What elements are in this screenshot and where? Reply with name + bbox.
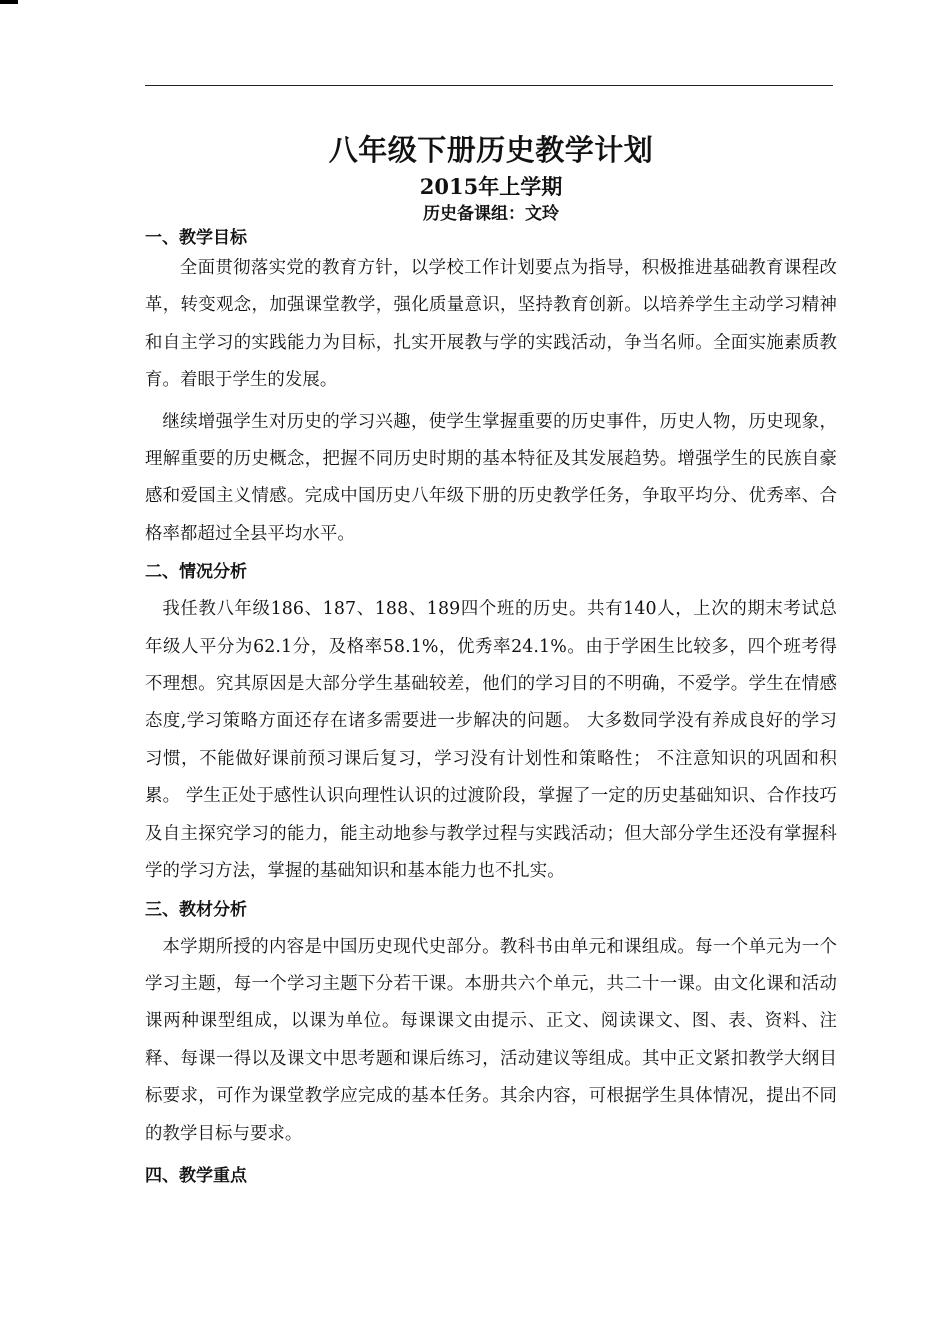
section-heading-textbook: 三、教材分析 bbox=[145, 899, 247, 920]
document-body bbox=[145, 128, 837, 1191]
document-group: 历史备课组：文玲 bbox=[423, 204, 559, 224]
header-rule bbox=[145, 85, 833, 86]
paragraph-analysis: 我任教八年级186、187、188、189四个班的历史。共有140人，上次的期末考试总年级人平分为62.1分，及格率58.1%，优秀率24.1%。由于学困生比较多，四个班考得不理想。究其原因是大部分学生基础较差，他们的学习目的不明确，不爱学。学生在情感态度,学习策略方面还存在诸多需要进一步解决的问题。 大多数同学没有养成良好的学习习惯，不能做好课前预习课后复习，学习没有计划性和策略性； 不注意知识的巩固和积累。 学生正处于感性认识向理性认识的过渡阶段，掌握了一定的历史基础知识、合作技巧及自主探究学习的能力，能主动地参与教学过程与实践活动；但大部分学生还没有掌握科学的学习方法，掌握的基础知识和基本能力也不扎实。 bbox=[145, 599, 837, 882]
paragraph-goals-2: 继续增强学生对历史的学习兴趣，使学生掌握重要的历史事件，历史人物，历史现象，理解重要的历史概念，把握不同历史时期的基本特征及其发展趋势。增强学生的民族自豪感和爱国主义情感。完成中国历史八年级下册的历史教学任务，争取平均分、优秀率、合 格率都超过全县平均水平。 bbox=[145, 411, 837, 544]
corner-mark bbox=[0, 0, 18, 4]
section-heading-goals: 一、教学目标 bbox=[145, 228, 247, 248]
document-semester: 2015年上学期 bbox=[419, 174, 563, 199]
section-heading-analysis: 二、情况分析 bbox=[145, 562, 247, 583]
document-title: 八年级下册历史教学计划 bbox=[328, 133, 654, 167]
section-heading-key-points: 四、教学重点 bbox=[145, 1165, 247, 1186]
paragraph-goals-1: 全面贯彻落实党的教育方针，以学校工作计划要点为指导，积极推进基础教育课程改革，转变观念，加强课堂教学，强化质量意识，坚持教育创新。以培养学生主动学习精神和自主学习的实践能力为目标，扎实开展教与学的实践活动，争当名师。全面实施素质教育。着眼于学生的发展。 bbox=[145, 258, 837, 391]
paragraph-textbook: 本学期所授的内容是中国历史现代史部分。教科书由单元和课组成。每一个单元为一个学习主题，每一个学习主题下分若干课。本册共六个单元，共二十一课。由文化课和活动课两种课型组成，以课为单位。每课课文由提示、正文、阅读课文、图、表、资料、注释、每课一得以及课文中思考题和课后练习，活动建议等组成。其中正文紧扣教学大纲目标要求，可作为课堂教学应完成的基本任务。其余内容，可根据学生具体情况，提出不同的教学目标与要求。 bbox=[145, 936, 837, 1144]
